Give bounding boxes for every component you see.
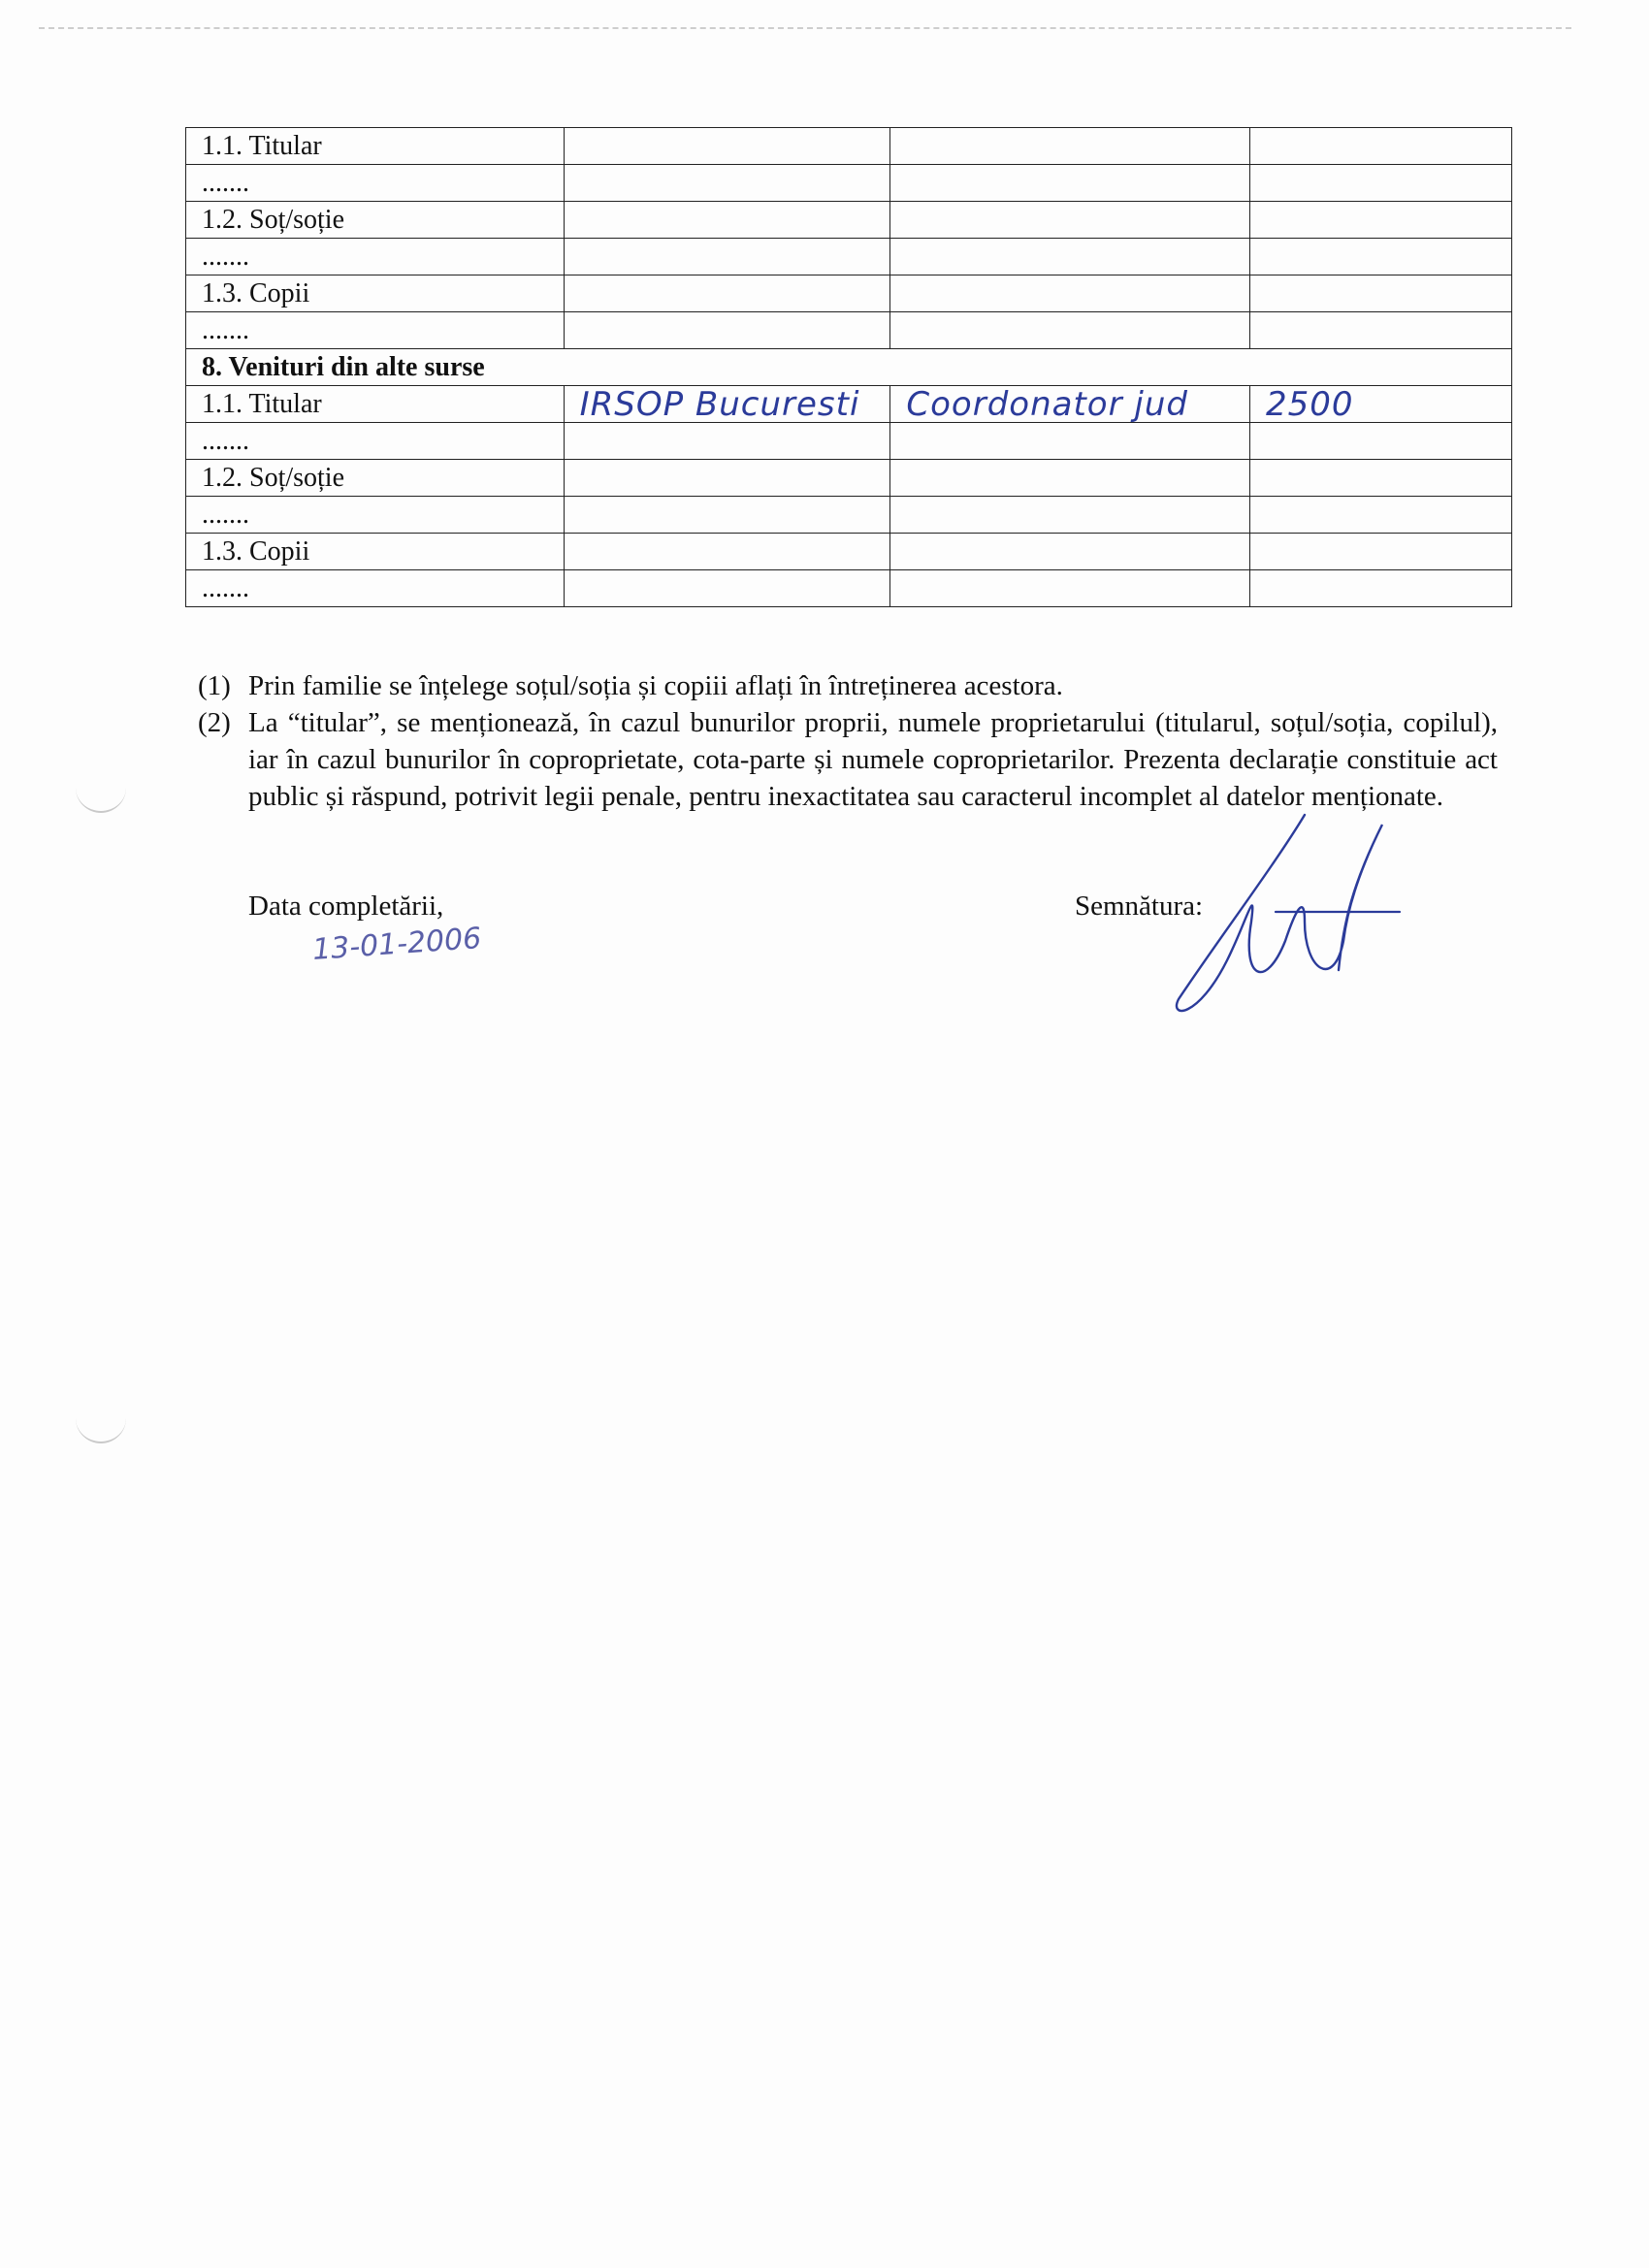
row-label: 1.2. Soț/soție — [186, 202, 565, 239]
footnote-text: La “titular”, se menționează, în cazul bunurilor proprii, numele proprietarului (titularul, soțul/soția, copilul), iar în cazul bunurilor în coproprietate, cota-parte și numele coproprietarilor. Prezenta declarație constituie act public și răspund, potrivit legii penale, pentru inexactitatea sau caracterul incomplet al datelor menționate. — [248, 707, 1498, 812]
table-cell — [564, 312, 890, 349]
table-cell — [1249, 239, 1511, 275]
table-cell — [890, 202, 1250, 239]
table-cell — [564, 165, 890, 202]
scan-edge-artifact — [39, 27, 1571, 32]
footnote-number: (2) — [198, 707, 231, 738]
row-label: 1.1. Titular — [186, 386, 565, 423]
table-row — [186, 534, 1512, 570]
row-label: ....... — [186, 312, 565, 349]
table-row — [186, 423, 1512, 460]
row-label: ....... — [186, 497, 565, 534]
table-cell — [1249, 165, 1511, 202]
table-cell — [1249, 128, 1511, 165]
date-label: Data completării, — [248, 891, 444, 922]
table-cell — [1249, 423, 1511, 460]
section-row — [186, 349, 1512, 386]
row-label: 1.2. Soț/soție — [186, 460, 565, 497]
table-cell — [1249, 202, 1511, 239]
table-cell — [890, 275, 1250, 312]
table-cell — [564, 570, 890, 607]
table-cell — [1249, 534, 1511, 570]
table-cell — [564, 202, 890, 239]
handwritten-date: 13-01-2006 — [310, 921, 483, 968]
table-row — [186, 165, 1512, 202]
table-cell — [564, 239, 890, 275]
table-cell — [890, 497, 1250, 534]
table-cell: Coordonator jud — [890, 386, 1250, 423]
table-cell — [890, 312, 1250, 349]
table-row — [186, 312, 1512, 349]
punch-hole-bottom — [76, 1416, 126, 1443]
table-cell — [564, 497, 890, 534]
table-row — [186, 386, 1512, 423]
table-row — [186, 275, 1512, 312]
table-row — [186, 239, 1512, 275]
handwritten-signature — [1159, 795, 1411, 1028]
table-row — [186, 497, 1512, 534]
footnotes — [198, 667, 1498, 815]
table-cell — [890, 239, 1250, 275]
table-cell — [1249, 497, 1511, 534]
row-label: 1.1. Titular — [186, 128, 565, 165]
row-label: ....... — [186, 423, 565, 460]
table-cell — [564, 128, 890, 165]
income-table-body — [186, 128, 1512, 607]
row-label: ....... — [186, 570, 565, 607]
table-cell — [890, 423, 1250, 460]
row-label: 1.3. Copii — [186, 534, 565, 570]
table-cell — [1249, 312, 1511, 349]
table-cell — [890, 570, 1250, 607]
table-cell: IRSOP Bucuresti — [564, 386, 890, 423]
table-cell — [1249, 460, 1511, 497]
footnote-1 — [198, 667, 1498, 704]
row-label: 1.3. Copii — [186, 275, 565, 312]
footnote-text: Prin familie se înțelege soțul/soția și copiii aflați în întreținerea acestora. — [248, 670, 1063, 701]
table-cell — [564, 423, 890, 460]
table-cell — [890, 165, 1250, 202]
section-heading: 8. Venituri din alte surse — [186, 349, 1512, 386]
footnote-number: (1) — [198, 670, 231, 701]
table-cell — [1249, 570, 1511, 607]
table-cell — [890, 534, 1250, 570]
table-cell — [564, 534, 890, 570]
row-label: ....... — [186, 239, 565, 275]
row-label: ....... — [186, 165, 565, 202]
table-row — [186, 460, 1512, 497]
table-row — [186, 202, 1512, 239]
table-row — [186, 128, 1512, 165]
table-cell — [564, 460, 890, 497]
signature-label: Semnătura: — [1075, 891, 1204, 922]
table-cell — [1249, 275, 1511, 312]
table-row — [186, 570, 1512, 607]
punch-hole-top — [76, 786, 126, 813]
income-table — [185, 127, 1512, 607]
table-cell — [564, 275, 890, 312]
table-cell — [890, 460, 1250, 497]
table-cell — [890, 128, 1250, 165]
table-cell: 2500 — [1249, 386, 1511, 423]
